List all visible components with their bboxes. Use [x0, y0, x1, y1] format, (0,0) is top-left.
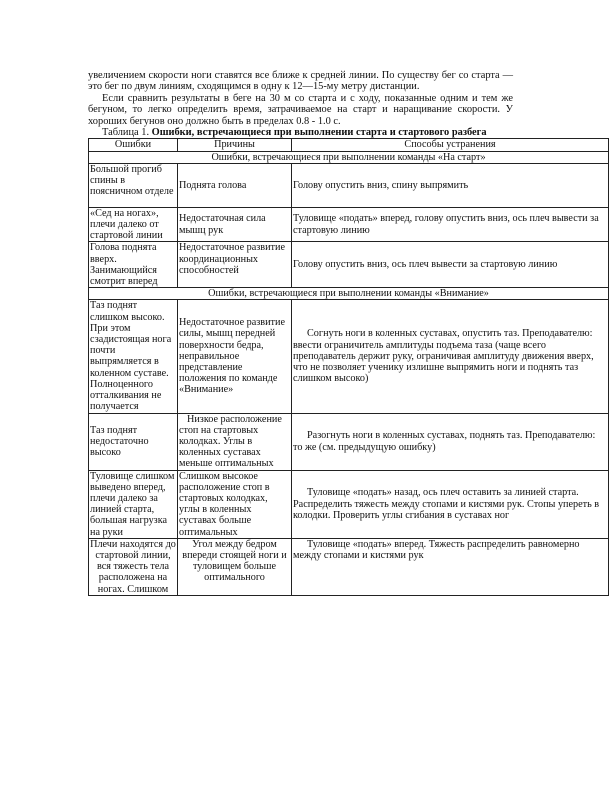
document-page: [88, 70, 600, 596]
section-row-attention: [89, 288, 609, 300]
table-row: [89, 207, 609, 242]
section-title-attention: Ошибки, встречающиеся при выполнении команды «Внимание»: [89, 288, 609, 300]
cause-cell: Недостаточное развитие силы, мышц передней поверхности бедра, неправильное представление положения по команде «Внимание»: [178, 300, 292, 413]
header-fixes: Способы устранения: [292, 139, 609, 151]
cause-cell: Слишком высокое расположение стоп в стартовых колодках, углы в коленных суставах больше оптимальных: [178, 470, 292, 538]
section-title-start: Ошибки, встречающиеся при выполнении команды «На старт»: [89, 151, 609, 163]
fix-cell: Разогнуть ноги в коленных суставах, поднять таз. Преподавателю: то же (см. предыдущую ошибку): [292, 413, 609, 470]
table-row: [89, 242, 609, 288]
error-cell: «Сед на ногах», плечи далеко от стартовой линии: [89, 207, 178, 242]
cause-cell: Недостаточная сила мышц рук: [178, 207, 292, 242]
table-row: [89, 163, 609, 207]
error-cell: Большой прогиб спины в поясничном отделе: [89, 163, 178, 207]
header-causes: Причины: [178, 139, 292, 151]
header-errors: Ошибки: [89, 139, 178, 151]
cause-cell: Поднята голова: [178, 163, 292, 207]
table-row: [89, 413, 609, 470]
table-row: [89, 538, 609, 595]
error-cell: Таз поднят слишком высоко. При этом сзадистоящая нога почти выпрямляется в коленном суставе. Полноценного отталкивания не получается: [89, 300, 178, 413]
table-caption-prefix: Таблица 1.: [102, 127, 152, 139]
fix-cell: Туловище «подать» вперед. Тяжесть распределить равномерно между стопами и кистями рук: [292, 538, 609, 595]
error-cell: Туловище слишком выведено вперед, плечи далеко за линией старта, большая нагрузка на руки: [89, 470, 178, 538]
fix-cell: Согнуть ноги в коленных суставах, опустить таз. Преподавателю: ввести ограничитель амплитуды подъема таза (чаще всего преподаватель держит руку, ограничивая амплитуду движения вверх, что не позволяет ученику излишне выпрямить ноги и поднять таз слишком высоко): [292, 300, 609, 413]
table-row: [89, 470, 609, 538]
table-row: [89, 300, 609, 413]
fix-cell: Туловище «подать» вперед, голову опустить вниз, ось плеч вывести за стартовую линию: [292, 207, 609, 242]
table-caption: [88, 127, 513, 138]
cause-cell: Недостаточное развитие координационных способностей: [178, 242, 292, 288]
fix-cell: Голову опустить вниз, ось плеч вывести за стартовую линию: [292, 242, 609, 288]
table-header-row: [89, 139, 609, 151]
error-cell: Плечи находятся до стартовой линии, вся тяжесть тела расположена на ногах. Слишком: [90, 538, 176, 595]
cause-cell: Низкое расположение стоп на стартовых колодках. Углы в коленных суставах меньше оптимальных: [178, 413, 292, 470]
paragraph-1: увеличением скорости ноги ставятся все ближе к средней линии. По существу бег со старта — это бег по двум линиям, сходящимся в одну к 12—15-му метру дистанции.: [88, 70, 513, 93]
errors-table: [88, 138, 609, 595]
section-row-start: [89, 151, 609, 163]
error-cell: Голова поднята вверх. Занимающийся смотрит вперед: [89, 242, 178, 288]
error-cell: Таз поднят недостаточно высоко: [89, 413, 178, 470]
paragraph-2: Если сравнить результаты в беге на 30 м со старта и с ходу, показанные одним и тем же бегуном, то легко определить время, затрачиваемое на старт и наращивание скорости. У хороших бегунов оно должно быть в пределах 0.8 - 1.0 с.: [88, 92, 513, 127]
fix-cell: Туловище «подать» назад, ось плеч оставить за линией старта. Распределить тяжесть между стопами и кистями рук. Стопы упереть в колодки. Проверить углы сгибания в суставах ног: [292, 470, 609, 538]
cause-cell: Угол между бедром впереди стоящей ноги и туловищем больше оптимального: [178, 538, 292, 595]
fix-cell: Голову опустить вниз, спину выпрямить: [292, 163, 609, 207]
table-caption-title: Ошибки, встречающиеся при выполнении старта и стартового разбега: [151, 127, 487, 139]
